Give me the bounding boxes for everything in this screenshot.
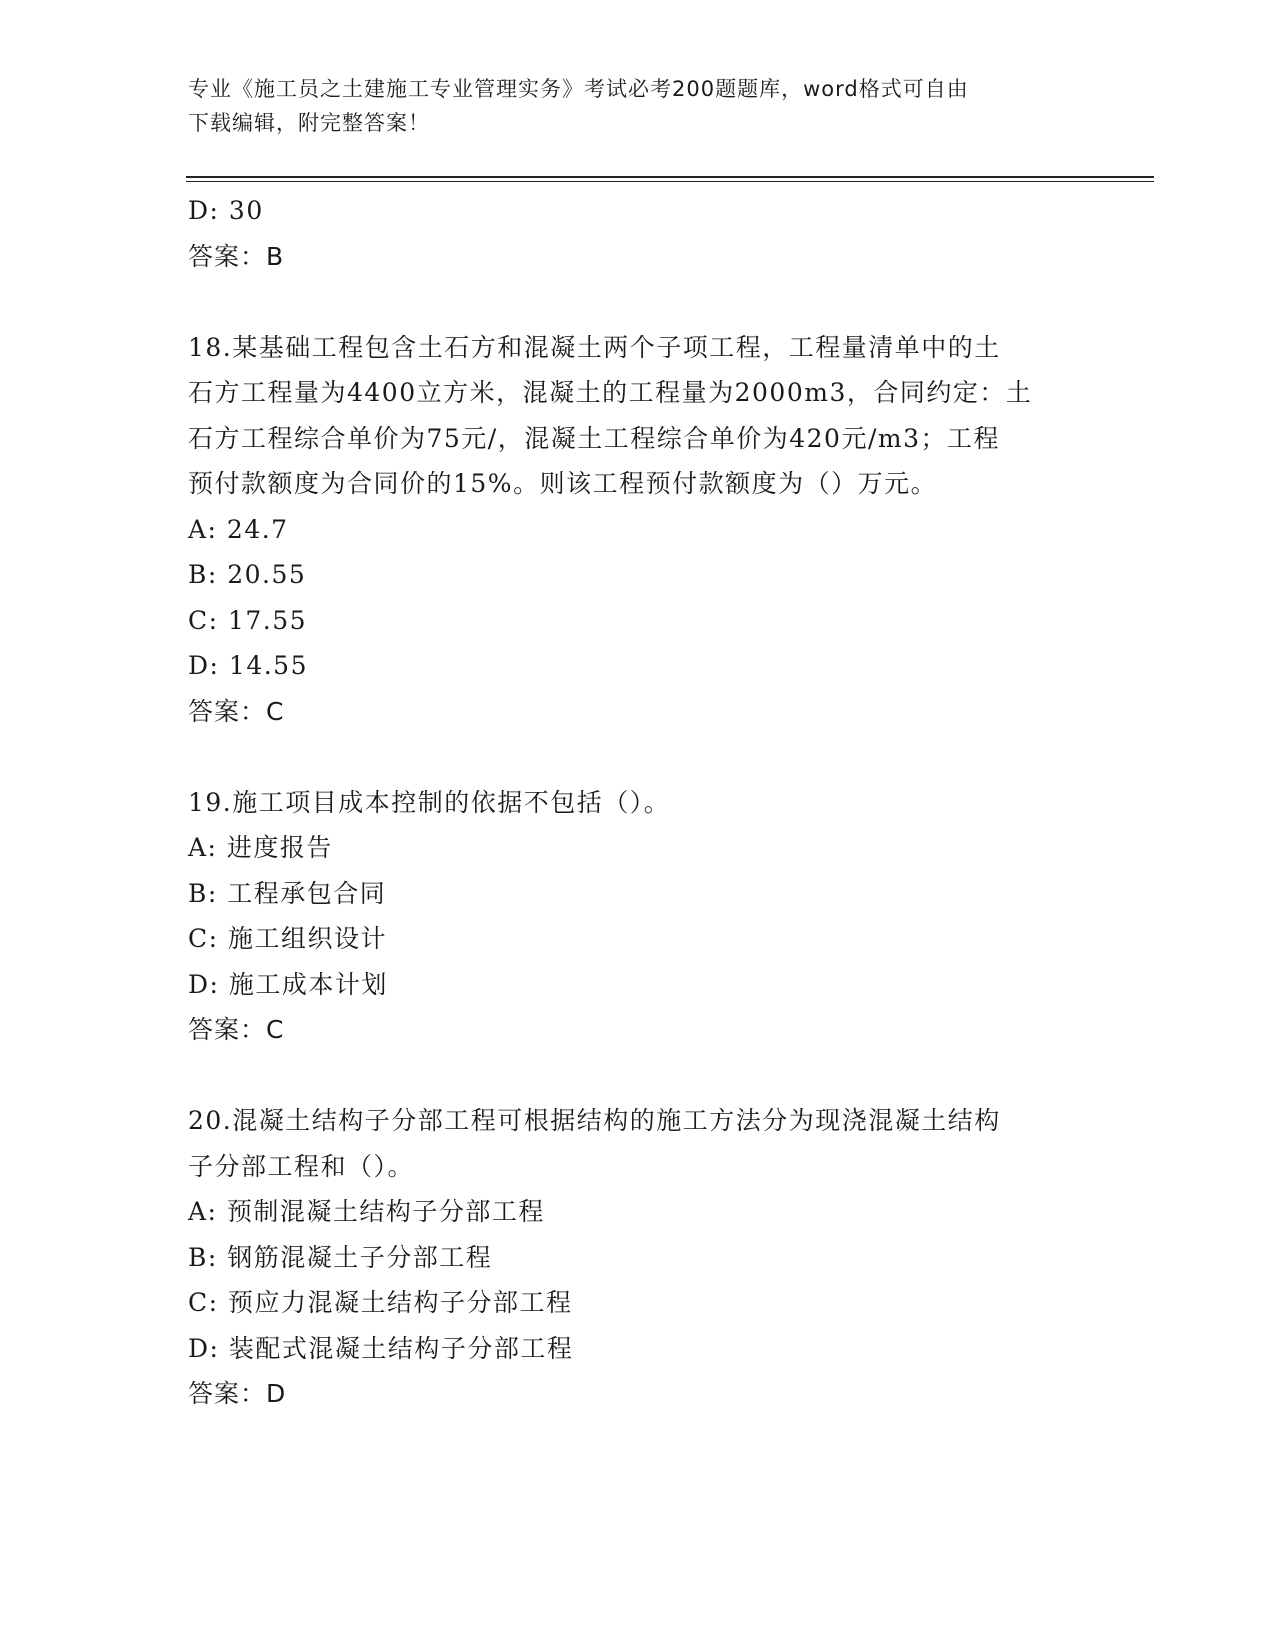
question-20 (188, 1098, 1088, 1417)
option-a: A: 预制混凝土结构子分部工程 (188, 1197, 545, 1226)
question-text-line: 石方工程综合单价为75元/，混凝土工程综合单价为420元/m3；工程 (188, 423, 1000, 453)
question-text-line: 子分部工程和（）。 (188, 1151, 415, 1181)
option-c: C: 17.55 (188, 605, 308, 635)
option-a: A: 24.7 (188, 514, 289, 544)
option-c: C: 预应力混凝土结构子分部工程 (188, 1288, 573, 1317)
answer: 答案：C (188, 1015, 285, 1044)
option-d: D: 14.55 (188, 651, 308, 680)
question-text-line: 预付款额度为合同价的15%。则该工程预付款额度为（）万元。 (188, 469, 938, 498)
header-line-1: 专业《施工员之土建施工专业管理实务》考试必考200题题库，word格式可自由 (188, 77, 969, 101)
spacer (188, 1053, 1088, 1099)
question-content (188, 188, 1088, 1417)
prev-option-d: D: 30 (188, 196, 264, 225)
question-19 (188, 780, 1088, 1053)
spacer (188, 734, 1088, 780)
answer: 答案：C (188, 696, 285, 726)
option-b: B: 20.55 (188, 560, 307, 589)
question-text-line: 石方工程量为4400立方米，混凝土的工程量为2000m3，合同约定：土 (188, 378, 1033, 407)
option-b: B: 钢筋混凝土子分部工程 (188, 1242, 493, 1272)
option-a: A: 进度报告 (188, 833, 333, 862)
option-c: C: 施工组织设计 (188, 924, 387, 953)
prev-answer: 答案：B (188, 241, 285, 271)
option-b: B: 工程承包合同 (188, 878, 387, 908)
page-header (188, 72, 1068, 140)
question-18 (188, 325, 1088, 735)
header-divider (186, 176, 1154, 182)
question-text-line: 19.施工项目成本控制的依据不包括（）。 (188, 787, 671, 817)
question-text-line: 18.某基础工程包含土石方和混凝土两个子项工程，工程量清单中的土 (188, 332, 1001, 362)
question-text-line: 20.混凝土结构子分部工程可根据结构的施工方法分为现浇混凝土结构 (188, 1106, 1001, 1135)
answer: 答案：D (188, 1379, 287, 1408)
option-d: D: 施工成本计划 (188, 969, 388, 999)
header-line-2: 下载编辑，附完整答案！ (188, 111, 430, 135)
option-d: D: 装配式混凝土结构子分部工程 (188, 1333, 574, 1363)
spacer (188, 279, 1088, 325)
